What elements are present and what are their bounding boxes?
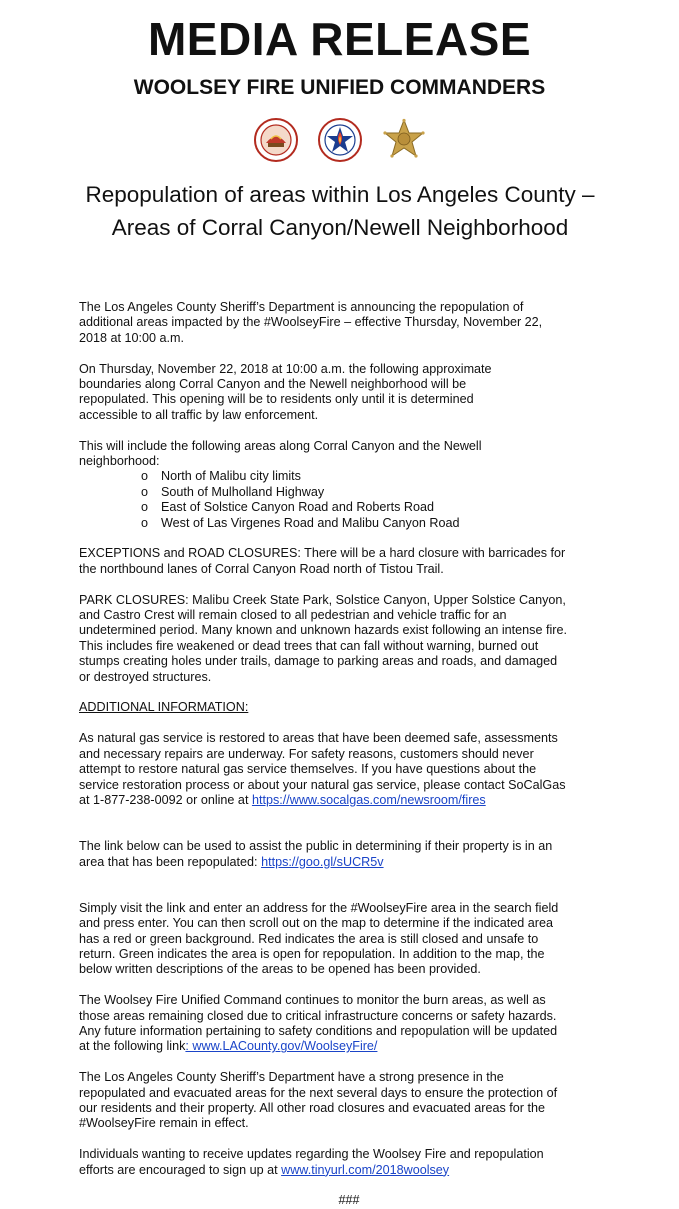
paragraph-unified-command <box>79 993 619 1055</box>
areas-list <box>79 469 619 531</box>
text-line: EXCEPTIONS and ROAD CLOSURES: There will be a hard closure with barricades for <box>79 546 566 561</box>
text-line: The Woolsey Fire Unified Command continues to monitor the burn areas, as well as <box>79 993 546 1008</box>
text-line: service restoration process or about your natural gas service, please contact SoCalGas <box>79 777 566 792</box>
text-line: attempt to restore natural gas service themselves. If you have questions about the <box>79 762 537 777</box>
text-line: efforts are encouraged to sign up at <box>79 1162 282 1177</box>
text-line: at 1-877-238-0092 or online at <box>79 792 252 807</box>
text-line: and necessary repairs are underway. For safety reasons, customers should never <box>79 746 534 761</box>
list-item-text: East of Solstice Canyon Road and Roberts Road <box>161 500 435 515</box>
bullet-marker: o <box>141 484 149 499</box>
text-line: area that has been repopulated: <box>79 854 262 869</box>
bullet-marker: o <box>141 469 149 484</box>
release-subtitle: WOOLSEY FIRE UNIFIED COMMANDERS <box>133 76 546 99</box>
text-line: return. Green indicates the area is open for repopulation. In addition to the map, the <box>79 946 545 961</box>
text-line: undetermined period. Many known and unknown hazards exist following an intense fire. <box>79 623 567 638</box>
paragraph-lookup-link <box>79 839 619 870</box>
list-item-text: West of Las Virgenes Road and Malibu Canyon Road <box>161 515 460 530</box>
ventura-county-fire-seal-icon <box>318 118 362 162</box>
list-item <box>79 516 619 531</box>
text-line: those areas remaining closed due to critical infrastructure concerns or safety hazards. <box>79 1008 557 1023</box>
text-line: As natural gas service is restored to areas that have been deemed safe, assessments <box>79 731 558 746</box>
repopulation-map-link[interactable]: https://goo.gl/sUCR5v <box>261 854 384 869</box>
text-line: stumps creating holes under trails, damage to parking areas and roads, and damaged <box>79 654 558 669</box>
list-item <box>79 485 619 500</box>
text-line: additional areas impacted by the #WoolseyFire – effective Thursday, November 22, <box>79 315 543 330</box>
paragraph-natural-gas <box>79 731 619 808</box>
text-line: our residents and their property. All other road closures and evacuated areas for the <box>79 1100 546 1115</box>
release-title: MEDIA RELEASE <box>147 13 532 65</box>
sheriff-star-badge-icon <box>382 118 426 162</box>
la-county-fire-seal-icon <box>254 118 298 162</box>
release-headline: Repopulation of areas within Los Angeles County – Areas of Corral Canyon/Newell Neighborhood <box>85 182 595 240</box>
tinyurl-signup-link[interactable]: www.tinyurl.com/2018woolsey <box>281 1162 450 1177</box>
paragraph-updates-signup <box>79 1147 619 1178</box>
paragraph-announcement <box>79 300 619 346</box>
paragraph-road-closures <box>79 546 619 577</box>
paragraph-park-closures <box>79 593 619 685</box>
text-line: the northbound lanes of Corral Canyon Road north of Tistou Trail. <box>79 561 444 576</box>
list-item-text: South of Mulholland Highway <box>161 484 325 499</box>
text-line: neighborhood: <box>79 454 160 469</box>
release-body <box>79 300 619 1209</box>
text-line: Any future information pertaining to safety conditions and repopulation will be updated <box>79 1023 558 1038</box>
paragraph-areas-intro <box>79 439 619 470</box>
list-item <box>79 500 619 515</box>
text-line: On Thursday, November 22, 2018 at 10:00 a.m. the following approximate <box>79 361 492 376</box>
agency-logos <box>0 118 679 162</box>
text-line: Individuals wanting to receive updates regarding the Woolsey Fire and repopulation <box>79 1147 544 1162</box>
text-line: and Castro Crest will remain closed to all pedestrian and vehicle traffic for an <box>79 608 507 623</box>
text-line: and press enter. You can then scroll out on the map to determine if the indicated area <box>79 916 553 931</box>
text-line: accessible to all traffic by law enforcement. <box>79 407 319 422</box>
text-line: repopulated and evacuated areas for the next several days to ensure the protection of <box>79 1085 558 1100</box>
text-line: below written descriptions of the areas to be opened has been provided. <box>79 962 481 977</box>
lacounty-woolseyfire-link[interactable]: : www.LACounty.gov/WoolseyFire/ <box>185 1039 378 1054</box>
text-line: 2018 at 10:00 a.m. <box>79 330 185 345</box>
end-mark: ### <box>338 1193 360 1208</box>
text-line: or destroyed structures. <box>79 669 212 684</box>
text-line: The Los Angeles County Sheriff’s Department is announcing the repopulation of <box>79 300 524 314</box>
bullet-marker: o <box>141 515 149 530</box>
text-line: PARK CLOSURES: Malibu Creek State Park, Solstice Canyon, Upper Solstice Canyon, <box>79 592 566 607</box>
paragraph-map-instructions <box>79 901 619 978</box>
text-line: has a red or green background. Red indicates the area is still closed and unsafe to <box>79 931 539 946</box>
text-line: at the following link <box>79 1039 186 1054</box>
bullet-marker: o <box>141 500 149 515</box>
list-item-text: North of Malibu city limits <box>161 469 301 484</box>
socalgas-link[interactable]: https://www.socalgas.com/newsroom/fires <box>251 792 486 807</box>
text-line: The Los Angeles County Sheriff’s Department have a strong presence in the <box>79 1070 504 1085</box>
text-line: This includes fire weakened or dead trees that can fall without warning, burned out <box>79 638 539 653</box>
text-line: repopulated. This opening will be to residents only until it is determined <box>79 392 474 407</box>
paragraph-boundaries <box>79 362 619 424</box>
additional-information-heading: ADDITIONAL INFORMATION: <box>79 700 249 715</box>
text-line: Simply visit the link and enter an address for the #WoolseyFire area in the search field <box>79 900 559 915</box>
paragraph-sheriff-presence <box>79 1070 619 1132</box>
text-line: #WoolseyFire remain in effect. <box>79 1116 249 1131</box>
text-line: The link below can be used to assist the public in determining if their property is in an <box>79 839 553 854</box>
text-line: This will include the following areas along Corral Canyon and the Newell <box>79 438 482 453</box>
list-item <box>79 469 619 484</box>
text-line: boundaries along Corral Canyon and the Newell neighborhood will be <box>79 377 467 392</box>
